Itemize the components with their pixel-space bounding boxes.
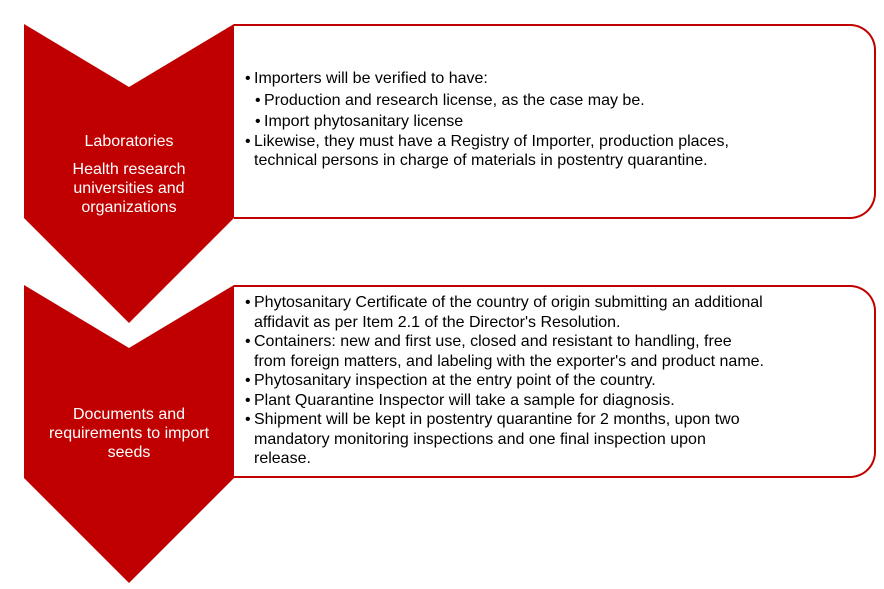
bullet-line: • Containers: new and first use, closed and resistant to handling, free <box>254 333 732 350</box>
bullet-item <box>255 91 870 111</box>
bullet-line: • Likewise, they must have a Registry of Importer, production places, <box>254 132 729 150</box>
bullet-item <box>245 293 870 332</box>
bullet-line: • Importers will be verified to have: <box>254 70 488 87</box>
label-line: Documents and <box>72 406 186 423</box>
bullet-item <box>245 69 870 89</box>
label-line: seeds <box>107 444 151 461</box>
bullet-line: release. <box>254 450 311 467</box>
bullet-line: • Shipment will be kept in postentry quarantine for 2 months, upon two <box>254 411 740 428</box>
bullet-line: • Plant Quarantine Inspector will take a sample for diagnosis. <box>254 391 675 409</box>
bullet-line: • Phytosanitary inspection at the entry point of the country. <box>254 372 656 389</box>
bullet-line: mandatory monitoring inspections and one final inspection upon <box>254 430 706 448</box>
bullet-line: • Phytosanitary Certificate of the country of origin submitting an additional <box>254 294 763 311</box>
bullet-line: from foreign matters, and labeling with the exporter's and product name. <box>254 352 764 370</box>
bullet-line: • Production and research license, as the case may be. <box>264 91 645 109</box>
label-laboratories <box>34 132 224 217</box>
label-line: Health research <box>72 161 186 178</box>
bullet-line: • Import phytosanitary license <box>264 113 464 130</box>
label-documents <box>30 405 228 462</box>
label-line: Laboratories <box>84 133 174 150</box>
bullet-item <box>245 371 870 391</box>
label-line: organizations <box>81 199 177 216</box>
bullet-line: technical persons in charge of materials in postentry quarantine. <box>254 152 708 169</box>
bullet-item <box>255 112 870 132</box>
bullet-item <box>245 332 870 371</box>
bullet-item <box>245 391 870 411</box>
bullet-item <box>245 410 870 469</box>
bullet-item <box>245 132 870 171</box>
label-line: requirements to import <box>48 425 210 442</box>
bullet-line: affidavit as per Item 2.1 of the Director's Resolution. <box>254 313 621 331</box>
bullets-documents <box>245 293 870 469</box>
bullets-laboratories <box>245 69 870 171</box>
label-line: universities and <box>73 180 185 197</box>
